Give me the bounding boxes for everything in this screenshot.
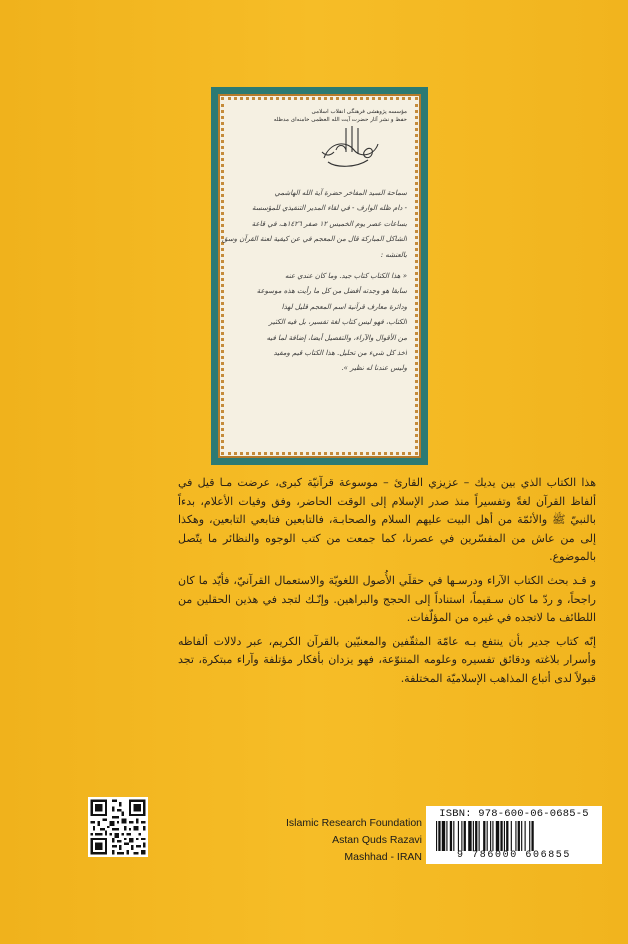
letter-line: سابقا هو وجدته أفضل من كل ما رأيت هذه موسوعة xyxy=(256,287,407,296)
publisher-location: Mashhad - IRAN xyxy=(344,851,422,863)
description-paragraph-1: هذا الكتاب الذي بين يديك – عزيزي القارئ – موسوعة قرآنيّة كبرى، عرضت مـا قيل في ألفاظ القرآن لغةً وتفسيراً منذ صدر الإسلام إلى الوقت الحاضر، وفق وفيات الأعلام، بدءاً بالنبيّ ﷺ والأئمّة من أهل البيت عليهم السلام والصحابـة، فالتابعين فتابعي التابعين، وهكذا إلى من عاش من المفسّرين في عصرنا، كما جمعت من كتب الوجوه والنظائر ما يتّصل بالموضوع. xyxy=(178,476,596,564)
letter-line: « هذا الكتاب كتاب جيد. وما كان عندي عنه xyxy=(284,272,407,281)
qr-code-icon xyxy=(88,797,148,857)
publisher-parent: Astan Quds Razavi xyxy=(332,834,422,846)
letter-line: بساعات عصر يوم الخميس ١٢ صفر ١٤٢٦هـ، في قاعة xyxy=(251,219,407,228)
letter-line: أخذ كل شيء من تحليل. هذا الكتاب قيم ومفيد xyxy=(273,349,407,358)
description-paragraph-2: و قـد بحث الكتاب الآراء ودرسـها في حقلَي الأُصول اللغويّة والاستعمال القرآنيّ، فأيّد ما كان راجحاً، و ردّ ما كان سـقيماً، استناداً إلى الحجج والبراهين. وإنّـك لتجد في هذين الحقلين من اللطائف ما لاتجده في غيره من المؤلّفات. xyxy=(178,573,596,625)
letter-line: - دام ظله الوارف - في لقاء المدير التنفيذي للمؤسسة xyxy=(251,204,407,213)
publisher-name: Islamic Research Foundation xyxy=(286,817,422,829)
isbn-barcode-box xyxy=(426,806,602,864)
letterhead-line-1: مؤسسه پژوهشی فرهنگی انقلاب اسلامی xyxy=(311,109,407,115)
letter-line: الشاكل المباركة قال من المعجم في عن كيفية لعنة القرآن وسق xyxy=(221,235,407,244)
letterhead-line-2: حفظ و نشر آثار حضرت آیت الله العظمی خامنه‌ای مدظله xyxy=(273,117,407,123)
letter-line: بالعنشه : xyxy=(380,250,407,259)
barcode-icon xyxy=(436,821,592,851)
letter-line: من الأقوال والآراء، والتفصيل أيضا، إضافة لما فيه xyxy=(266,333,407,342)
letter-line: الكتاب، فهو ليس كتاب لغة تفسير، بل فيه الكثير xyxy=(268,318,407,327)
handwritten-letter xyxy=(221,106,411,448)
letter-line: ودائرة معارف قرآنية اسم المعجم قليل لهذا xyxy=(281,302,407,311)
publisher-info xyxy=(262,815,422,866)
letter-line: سماحة السيد المفاخر حضرة آية الله الهاشمي xyxy=(274,189,407,197)
barcode-digits: 9 786000 606855 xyxy=(456,850,571,861)
calligraphic-seal-icon xyxy=(316,122,386,172)
ornate-letter-frame xyxy=(211,87,428,465)
letter-line: وليس عندنا له نظير ». xyxy=(341,364,407,373)
book-description xyxy=(178,474,596,694)
letter-handwritten-text xyxy=(219,186,407,377)
isbn-label: ISBN: 978-600-06-0685-5 xyxy=(439,808,589,820)
description-paragraph-3: إنّه كتاب جدير بأن ينتفع بـه عامّة المثقّفين والمعنيّين بالقرآن الكريم، عبر دلالات ألفاظه وأسرار بلاغته ودقائق تفسيره وعلومه المتنوّعة، فهو يزدان بأفكار مؤتلفة وآراء مبتكرة، تجد قبولاً لدى أتباع المذاهب الإسلاميّة المختلفة. xyxy=(178,634,596,685)
